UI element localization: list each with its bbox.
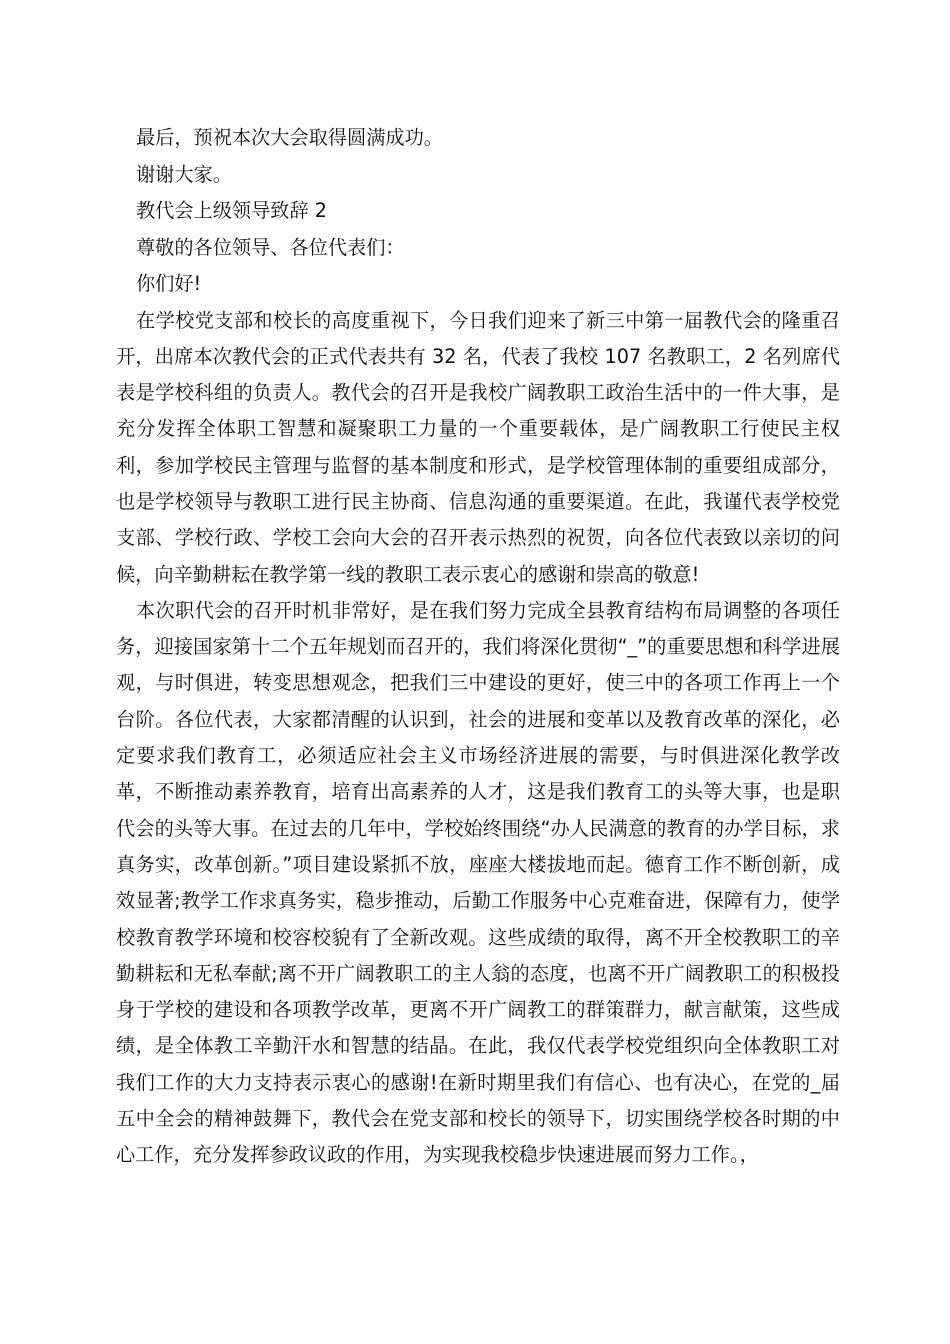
closing-wish-line: 最后，预祝本次大会取得圆满成功。 bbox=[136, 126, 443, 149]
greeting-line: 你们好! bbox=[136, 272, 202, 295]
body-paragraph-2: 本次职代会的召开时机非常好，是在我们努力完成全县教育结构布局调整的各项任务，迎接国家第十二个五年规划而召开的，我们将深化贯彻“_”的重要思想和科学进展观，与时俱进，转变思想观念，把我们三中建设的更好，使三中的各项工作再上一个台阶。各位代表，大家都清醒的认识到，社会的进展和变革以及教育改革的深化，必定要求我们教育工，必须适应社会主义市场经济进展的需要，与时俱进深化教学改革，不断推动素养教育，培育出高素养的人才，这是我们教育工的头等大事，也是职代会的头等大事。在过去的几年中，学校始终围绕“办人民满意的教育的办学目标，求真务实，改革创新。”项目建设紧抓不放，座座大楼拔地而起。德育工作不断创新，成效显著;教学工作求真务实，稳步推动，后勤工作服务中心克难奋进，保障有力，使学校教育教学环境和校容校貌有了全新改观。这些成绩的取得，离不开全校教职工的辛勤耕耘和无私奉献;离不开广阔教职工的主人翁的态度，也离不开广阔教职工的积极投身于学校的建设和各项教学改革，更离不开广阔教工的群策群力，献言献策，这些成绩，是全体教工辛勤汗水和智慧的结晶。在此，我仅代表学校党组织向全体教职工对我们工作的大力支持表示衷心的感谢!在新时期里我们有信心、也有决心，在党的_届五中全会的精神鼓舞下，教代会在党支部和校长的领导下，切实围绕学校各时期的中心工作，充分发挥参政议政的作用，为实现我校稳步快速进展而努力工作。， bbox=[116, 598, 840, 1167]
body-paragraph-1: 在学校党支部和校长的高度重视下，今日我们迎来了新三中第一届教代会的隆重召开，出席本次教代会的正式代表共有 32 名，代表了我校 107 名教职工，2 名列席代表是学校科组的负责人。教代会的召开是我校广阔教职工政治生活中的一件大事，是充分发挥全体职工智慧和凝聚职工力量的一个重要载体，是广阔教职工行使民主权利，参加学校民主管理与监督的基本制度和形式，是学校管理体制的重要组成部分，也是学校领导与教职工进行民主协商、信息沟通的重要渠道。在此，我谨代表学校党支部、学校行政、学校工会向大会的召开表示热烈的祝贺，向各位代表致以亲切的问候，向辛勤耕耘在教学第一线的教职工表示衷心的感谢和崇高的敬意! bbox=[116, 308, 840, 586]
salutation-line: 尊敬的各位领导、各位代表们： bbox=[136, 235, 405, 259]
speech-title: 教代会上级领导致辞 2 bbox=[136, 199, 327, 222]
document-body bbox=[116, 120, 840, 1174]
thanks-line: 谢谢大家。 bbox=[136, 162, 232, 186]
